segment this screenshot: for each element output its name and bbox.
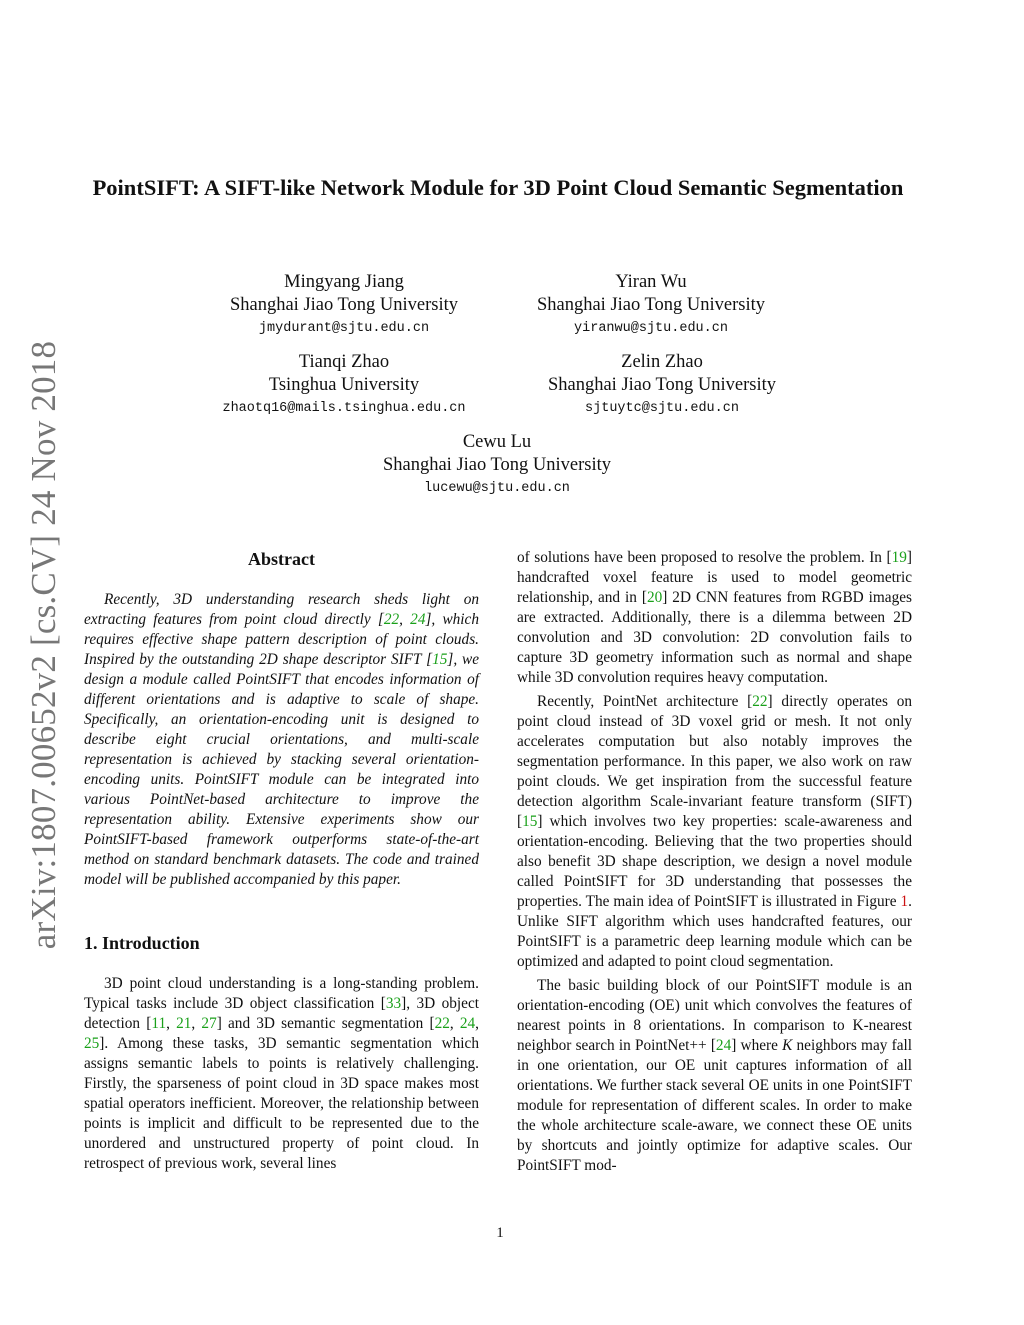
body-paragraph: Recently, PointNet architecture [22] directly operates on point cloud instead of 3D voxel grid or mesh. It not only accelerates computation but also notably improves the segmentation performance. In this paper, we also work on raw point clouds. We get inspiration from the successful feature detection algorithm Scale-invariant feature transform (SIFT) [15] which involves two key properties: scale-awareness and orientation-encoding. Believing that the two properties should also benefit 3D shape description, we design a novel module called PointSIFT for 3D understanding that possesses the properties. The main idea of PointSIFT is illustrated in Figure 1. Unlike SIFT algorithm which uses handcrafted features, our PointSIFT is a parametric deep learning module which can be optimized and adapted to point cloud segmentation. xyxy=(517,693,912,970)
citation-link[interactable]: 33 xyxy=(385,995,402,1012)
citation-link[interactable]: 15 xyxy=(432,651,448,668)
citation-link[interactable]: 19 xyxy=(891,549,907,566)
author-name: Zelin Zhao xyxy=(621,352,703,372)
author-affiliation: Shanghai Jiao Tong University xyxy=(547,375,777,395)
author-name: Yiran Wu xyxy=(615,272,687,292)
citation-link[interactable]: 24 xyxy=(459,1015,476,1032)
author-affiliation: Shanghai Jiao Tong University xyxy=(229,295,459,315)
citation-link[interactable]: 24 xyxy=(410,611,426,628)
left-column xyxy=(84,548,479,1174)
author-block xyxy=(179,271,509,339)
author-block xyxy=(179,351,509,419)
abstract-heading: Abstract xyxy=(248,549,315,569)
author-block xyxy=(497,351,827,419)
body-paragraph: of solutions have been proposed to resolve the problem. In [19] handcrafted voxel feature is used to model geometric relationship, and in [20] 2D CNN features from RGBD images are extracted. Additionally, there is a dilemma between 2D convolution and 3D convolution: 2D convolution fails to capture 3D geometry information such as normal and shape while 3D convolution requires heavy computation. xyxy=(517,549,912,686)
author-affiliation: Tsinghua University xyxy=(268,375,420,395)
author-email: zhaotq16@mails.tsinghua.edu.cn xyxy=(222,401,466,416)
right-column xyxy=(517,548,912,1176)
introduction-paragraph: 3D point cloud understanding is a long-standing problem. Typical tasks include 3D object classification [33], 3D object detection [11, 21, 27] and 3D semantic segmentation [22, 24, 25]. Among these tasks, 3D semantic segmentation which assigns semantic labels to points is relatively challenging. Firstly, the sparseness of point cloud in 3D space makes most spatial operators inefficient. Moreover, the relationship between points is implicit and difficult to be represented due to the unordered and unstructured property of point cloud. In retrospect of previous work, several lines xyxy=(84,975,479,1172)
arxiv-identifier-text: arXiv:1807.00652v2 [cs.CV] 24 Nov 2018 xyxy=(24,340,63,950)
author-affiliation: Shanghai Jiao Tong University xyxy=(382,455,612,475)
introduction-heading: 1. Introduction xyxy=(84,933,200,953)
citation-link[interactable]: 25 xyxy=(84,1035,100,1052)
author-email: jmydurant@sjtu.edu.cn xyxy=(258,321,430,336)
citation-link[interactable]: 22 xyxy=(434,1015,450,1032)
author-name: Mingyang Jiang xyxy=(284,272,404,292)
author-email: yiranwu@sjtu.edu.cn xyxy=(574,321,728,336)
abstract-paragraph: Recently, 3D understanding research sheds light on extracting features from point cloud directly [22, 24], which requires effective shape pattern description of point clouds. Inspired by the outstanding 2D shape descriptor SIFT [15], we design a module called PointSIFT that encodes information of different orientations and is adaptive to scale of shape. Specifically, an orientation-encoding unit is designed to describe eight crucial orientations, and multi-scale representation is achieved by stacking several orientation-encoding units. PointSIFT module can be integrated into various PointNet-based architecture to improve the representation ability. Extensive experiments show our PointSIFT-based framework outperforms state-of-the-art method on standard benchmark datasets. The code and trained model will be published accompanied by this paper. xyxy=(84,591,479,888)
citation-link[interactable]: 20 xyxy=(646,589,663,606)
body-paragraph: The basic building block of our PointSIFT module is an orientation-encoding (OE) unit which convolves the features of nearest points in 8 orientations. In comparison to K-nearest neighbor search in PointNet++ [24] where K neighbors may fall in one orientation, our OE unit captures information of all orientations. We further stack several OE units in one PointSIFT module for representation of different scales. In order to make the whole architecture scale-aware, we connect these OE units by shortcuts and jointly optimize for adaptive scales. Our PointSIFT mod- xyxy=(517,977,912,1174)
citation-link[interactable]: 22 xyxy=(752,693,768,710)
figure-reference-link[interactable]: 1 xyxy=(900,893,909,910)
page-number: 1 xyxy=(496,1225,504,1241)
math-symbol: K xyxy=(782,1037,793,1054)
citation-link[interactable]: 15 xyxy=(522,813,538,830)
author-name: Tianqi Zhao xyxy=(298,352,390,372)
citation-link[interactable]: 27 xyxy=(201,1015,217,1032)
citation-link[interactable]: 24 xyxy=(715,1037,732,1054)
citation-link[interactable]: 22 xyxy=(383,611,400,628)
author-email: lucewu@sjtu.edu.cn xyxy=(424,481,570,496)
author-affiliation: Shanghai Jiao Tong University xyxy=(536,295,766,315)
author-email: sjtuytc@sjtu.edu.cn xyxy=(585,401,739,416)
citation-link[interactable]: 11 xyxy=(151,1015,167,1032)
paper-title: PointSIFT: A SIFT-like Network Module for 3D Point Cloud Semantic Segmentation xyxy=(92,175,904,200)
author-name: Cewu Lu xyxy=(462,432,532,452)
author-block xyxy=(332,431,662,499)
citation-link[interactable]: 21 xyxy=(176,1015,192,1032)
author-block xyxy=(486,271,816,339)
